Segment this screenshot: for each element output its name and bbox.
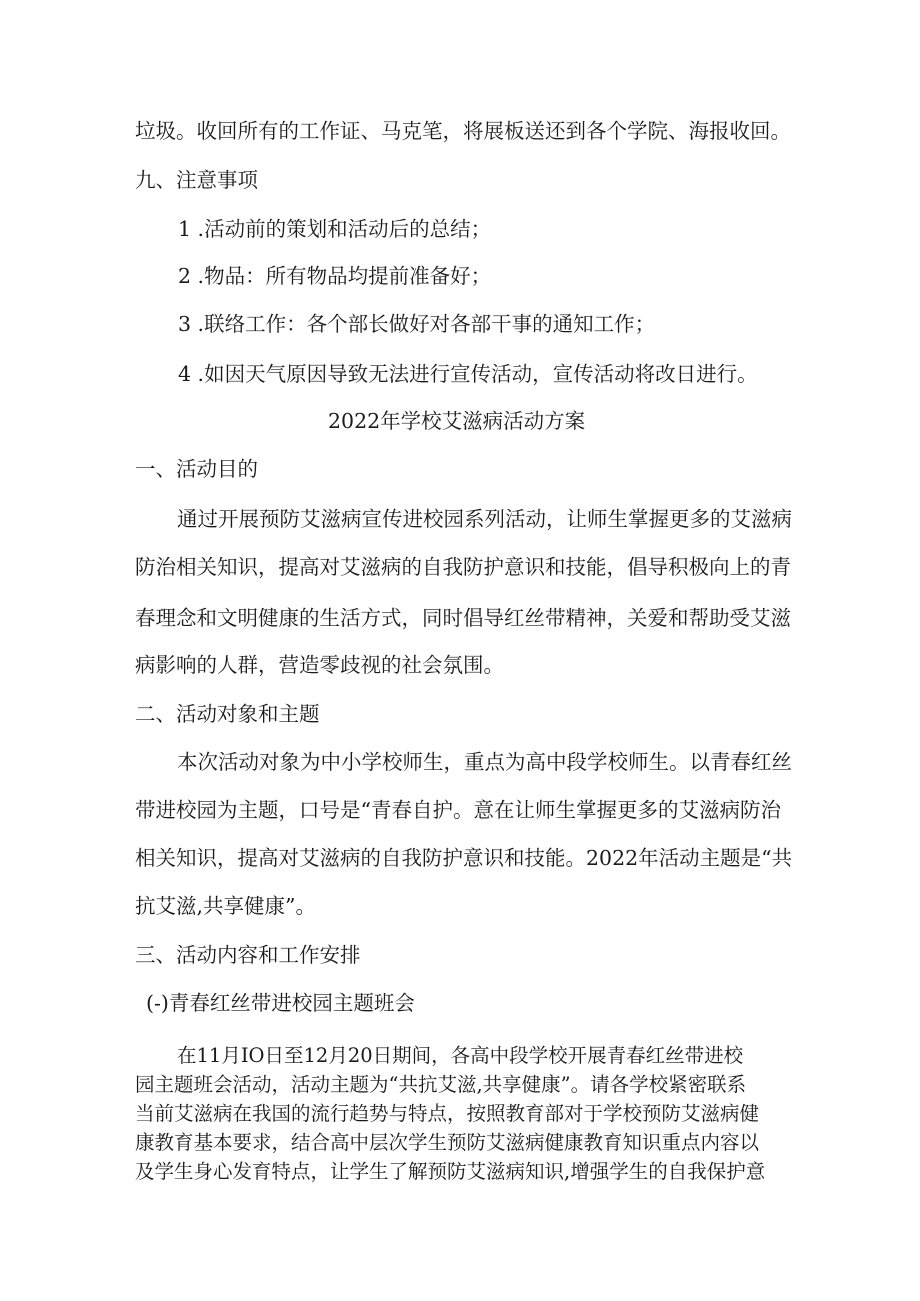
section-heading-precautions: 九、注意事项 [135, 168, 258, 192]
list-item: 1 .活动前的策划和活动后的总结； [178, 217, 492, 241]
section-heading-purpose: 一、活动目的 [135, 457, 258, 481]
list-item: 4 .如因天气原因导致无法进行宣传活动，宣传活动将改日进行。 [178, 362, 758, 386]
body-text-line: 抗艾滋,共享健康”。 [135, 894, 316, 918]
body-text-line: 病影响的人群，营造零歧视的社会氛围。 [135, 653, 504, 677]
subsection-heading: (-)青春红丝带进校园主题班会 [146, 991, 415, 1015]
body-text-line: 春理念和文明健康的生活方式，同时倡导红丝带精神，关爱和帮助受艾滋 [135, 606, 791, 630]
list-item: 2 .物品：所有物品均提前准备好； [178, 264, 492, 288]
body-text-line: 带进校园为主题，口号是“青春自护。意在让师生掌握更多的艾滋病防治 [135, 798, 781, 822]
list-item: 3 .联络工作：各个部长做好对各部干事的通知工作； [178, 312, 656, 336]
document-title: 2022年学校艾滋病活动方案 [328, 409, 586, 433]
body-text-line: 通过开展预防艾滋病宣传进校园系列活动，让师生掌握更多的艾滋病 [177, 507, 792, 531]
body-text-line: 当前艾滋病在我国的流行趋势与特点，按照教育部对于学校预防艾滋病健 [135, 1102, 760, 1125]
body-text-line: 垃圾。收回所有的工作证、马克笔，将展板送还到各个学院、海报收回。 [135, 119, 791, 143]
body-text-line: 康教育基本要求，结合高中层次学生预防艾滋病健康教育知识重点内容以 [135, 1131, 760, 1154]
body-text-line: 相关知识，提高对艾滋病的自我防护意识和技能。2022年活动主题是“共 [135, 846, 793, 870]
body-text-line: 及学生身心发育特点，让学生了解预防艾滋病知识,增强学生的自我保护意 [135, 1160, 766, 1183]
body-text-line: 园主题班会活动，活动主题为“共抗艾滋,共享健康”。请各学校紧密联系 [135, 1073, 747, 1096]
body-text-line: 本次活动对象为中小学校师生，重点为高中段学校师生。以青春红丝 [177, 750, 792, 774]
section-heading-audience-theme: 二、活动对象和主题 [135, 702, 320, 726]
body-text-line: 防治相关知识，提高对艾滋病的自我防护意识和技能，倡导积极向上的青 [135, 555, 791, 579]
body-text-line: 在11月IO日至12月20日期间，各高中段学校开展青春红丝带进校 [177, 1044, 744, 1067]
section-heading-content-arrangement: 三、活动内容和工作安排 [135, 943, 361, 967]
